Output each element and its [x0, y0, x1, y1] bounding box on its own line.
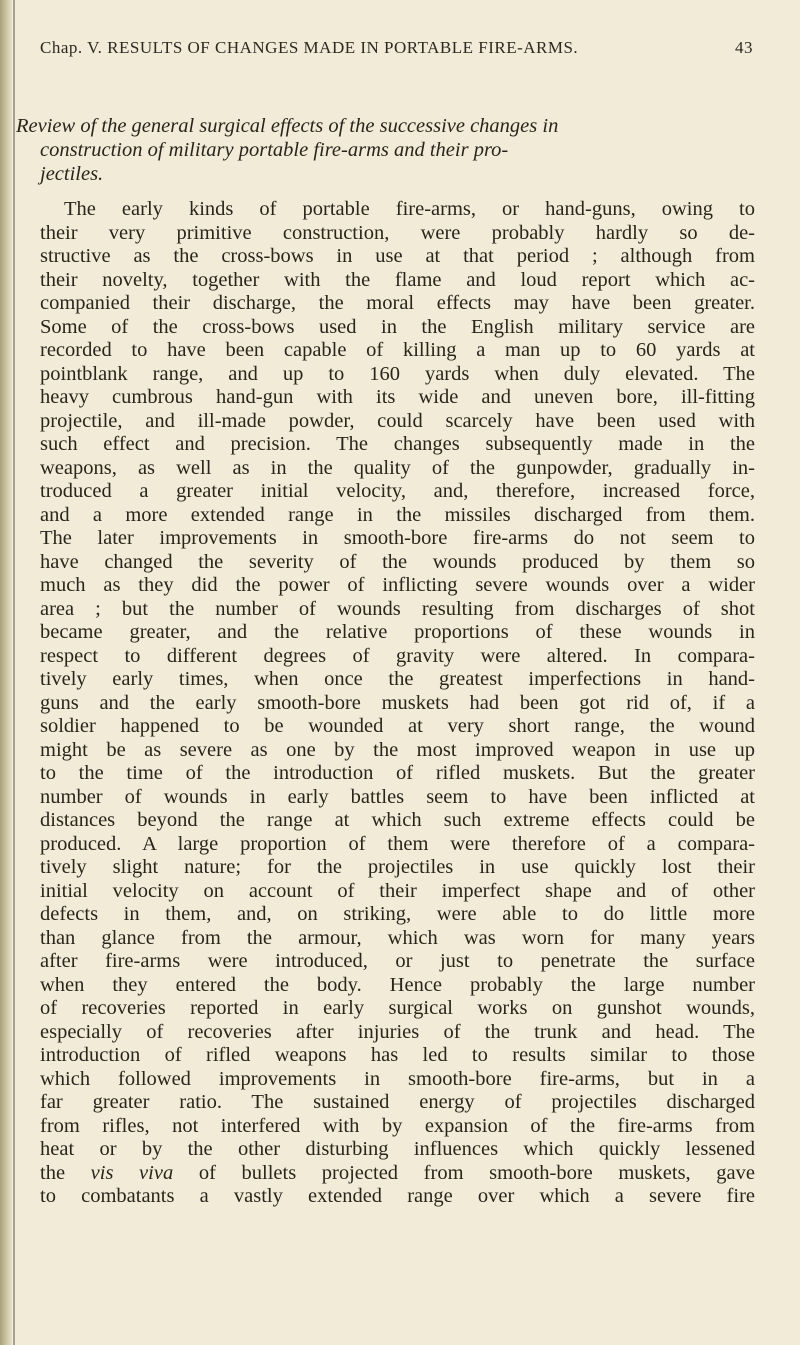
text-line: number of wounds in early battles seem to have been inflicted at [40, 785, 755, 808]
text-line: to the time of the introduction of rifled muskets. But the greater [40, 762, 755, 784]
text-line: have changed the severity of the wounds produced by them so [40, 550, 755, 573]
text-line: The later improvements in smooth-bore fire-arms do not seem to [40, 527, 755, 549]
text-line: soldier happened to be wounded at very short range, the wound [40, 715, 755, 737]
text-line: tively early times, when once the greatest imperfections in hand- [40, 668, 755, 690]
section-heading-line: construction of military portable fire-arms and their pro- [40, 139, 509, 161]
text-line: their very primitive construction, were probably hardly so de- [40, 221, 755, 244]
text-line: the vis viva of bullets projected from smooth-bore muskets, gave [40, 1161, 755, 1184]
running-head-title: Chap. V. RESULTS OF CHANGES MADE IN PORTABLE FIRE-ARMS. [40, 38, 579, 57]
text-line: tively slight nature; for the projectiles in use quickly lost their [40, 856, 755, 878]
text-line: guns and the early smooth-bore muskets had been got rid of, if a [40, 691, 755, 714]
text-line: The early kinds of portable fire-arms, or hand-guns, owing to [64, 198, 755, 220]
text-line: companied their discharge, the moral effects may have been greater. [40, 292, 755, 314]
text-line: after fire-arms were introduced, or just to penetrate the surface [40, 950, 755, 972]
text-line: recorded to have been capable of killing a man up to 60 yards at [40, 339, 755, 361]
binding-edge [13, 0, 15, 1345]
text-line: and a more extended range in the missiles discharged from them. [40, 503, 755, 526]
text-line: their novelty, together with the flame and loud report which ac- [40, 268, 755, 291]
text-line: from rifles, not interfered with by expansion of the fire-arms from [40, 1114, 755, 1137]
text-line: projectile, and ill-made powder, could scarcely have been used with [40, 409, 755, 432]
text-line: initial velocity on account of their imperfect shape and of other [40, 879, 755, 902]
text-line: produced. A large proportion of them were therefore of a compara- [40, 832, 755, 855]
text-line: than glance from the armour, which was worn for many years [40, 926, 755, 949]
text-line: heat or by the other disturbing influences which quickly lessened [40, 1138, 755, 1160]
text-line: to combatants a vastly extended range over which a severe fire [40, 1185, 755, 1207]
text-line: weapons, as well as in the quality of the gunpowder, gradually in- [40, 456, 755, 479]
text-line: might be as severe as one by the most improved weapon in use up [40, 738, 755, 761]
page-number: 43 [735, 38, 753, 57]
italic-term: vis viva [90, 1161, 174, 1184]
book-gutter-shadow [0, 0, 12, 1345]
text-line: Some of the cross-bows used in the English military service are [40, 315, 755, 338]
text-line: became greater, and the relative proportions of these wounds in [40, 621, 755, 643]
text-line: much as they did the power of inflicting severe wounds over a wider [40, 574, 755, 596]
text-line: distances beyond the range at which such extreme effects could be [40, 809, 755, 831]
body-paragraph [40, 198, 755, 1209]
text-line: which followed improvements in smooth-bore fire-arms, but in a [40, 1067, 755, 1090]
text-line: pointblank range, and up to 160 yards when duly elevated. The [40, 362, 755, 385]
section-heading-line: Review of the general surgical effects of the successive changes in [16, 115, 559, 137]
text-line: structive as the cross-bows in use at that period ; although from [40, 245, 755, 267]
text-line: of recoveries reported in early surgical works on gunshot wounds, [40, 997, 755, 1019]
text-line: such effect and precision. The changes subsequently made in the [40, 433, 755, 455]
text-line: introduction of rifled weapons has led to results similar to those [40, 1044, 755, 1066]
text-line: heavy cumbrous hand-gun with its wide and uneven bore, ill-fitting [40, 386, 755, 408]
text-line: far greater ratio. The sustained energy of projectiles discharged [40, 1091, 755, 1113]
text-line: respect to different degrees of gravity were altered. In compara- [40, 644, 755, 667]
section-heading [16, 114, 755, 186]
text-line: especially of recoveries after injuries of the trunk and head. The [40, 1020, 755, 1043]
running-head [40, 28, 755, 68]
text-line: when they entered the body. Hence probably the large number [40, 973, 755, 996]
text-line: defects in them, and, on striking, were able to do little more [40, 903, 755, 925]
book-page [16, 28, 755, 1328]
section-heading-line: jectiles. [40, 163, 104, 185]
text-line: area ; but the number of wounds resulting from discharges of shot [40, 597, 755, 620]
text-line: troduced a greater initial velocity, and, therefore, increased force, [40, 480, 755, 502]
